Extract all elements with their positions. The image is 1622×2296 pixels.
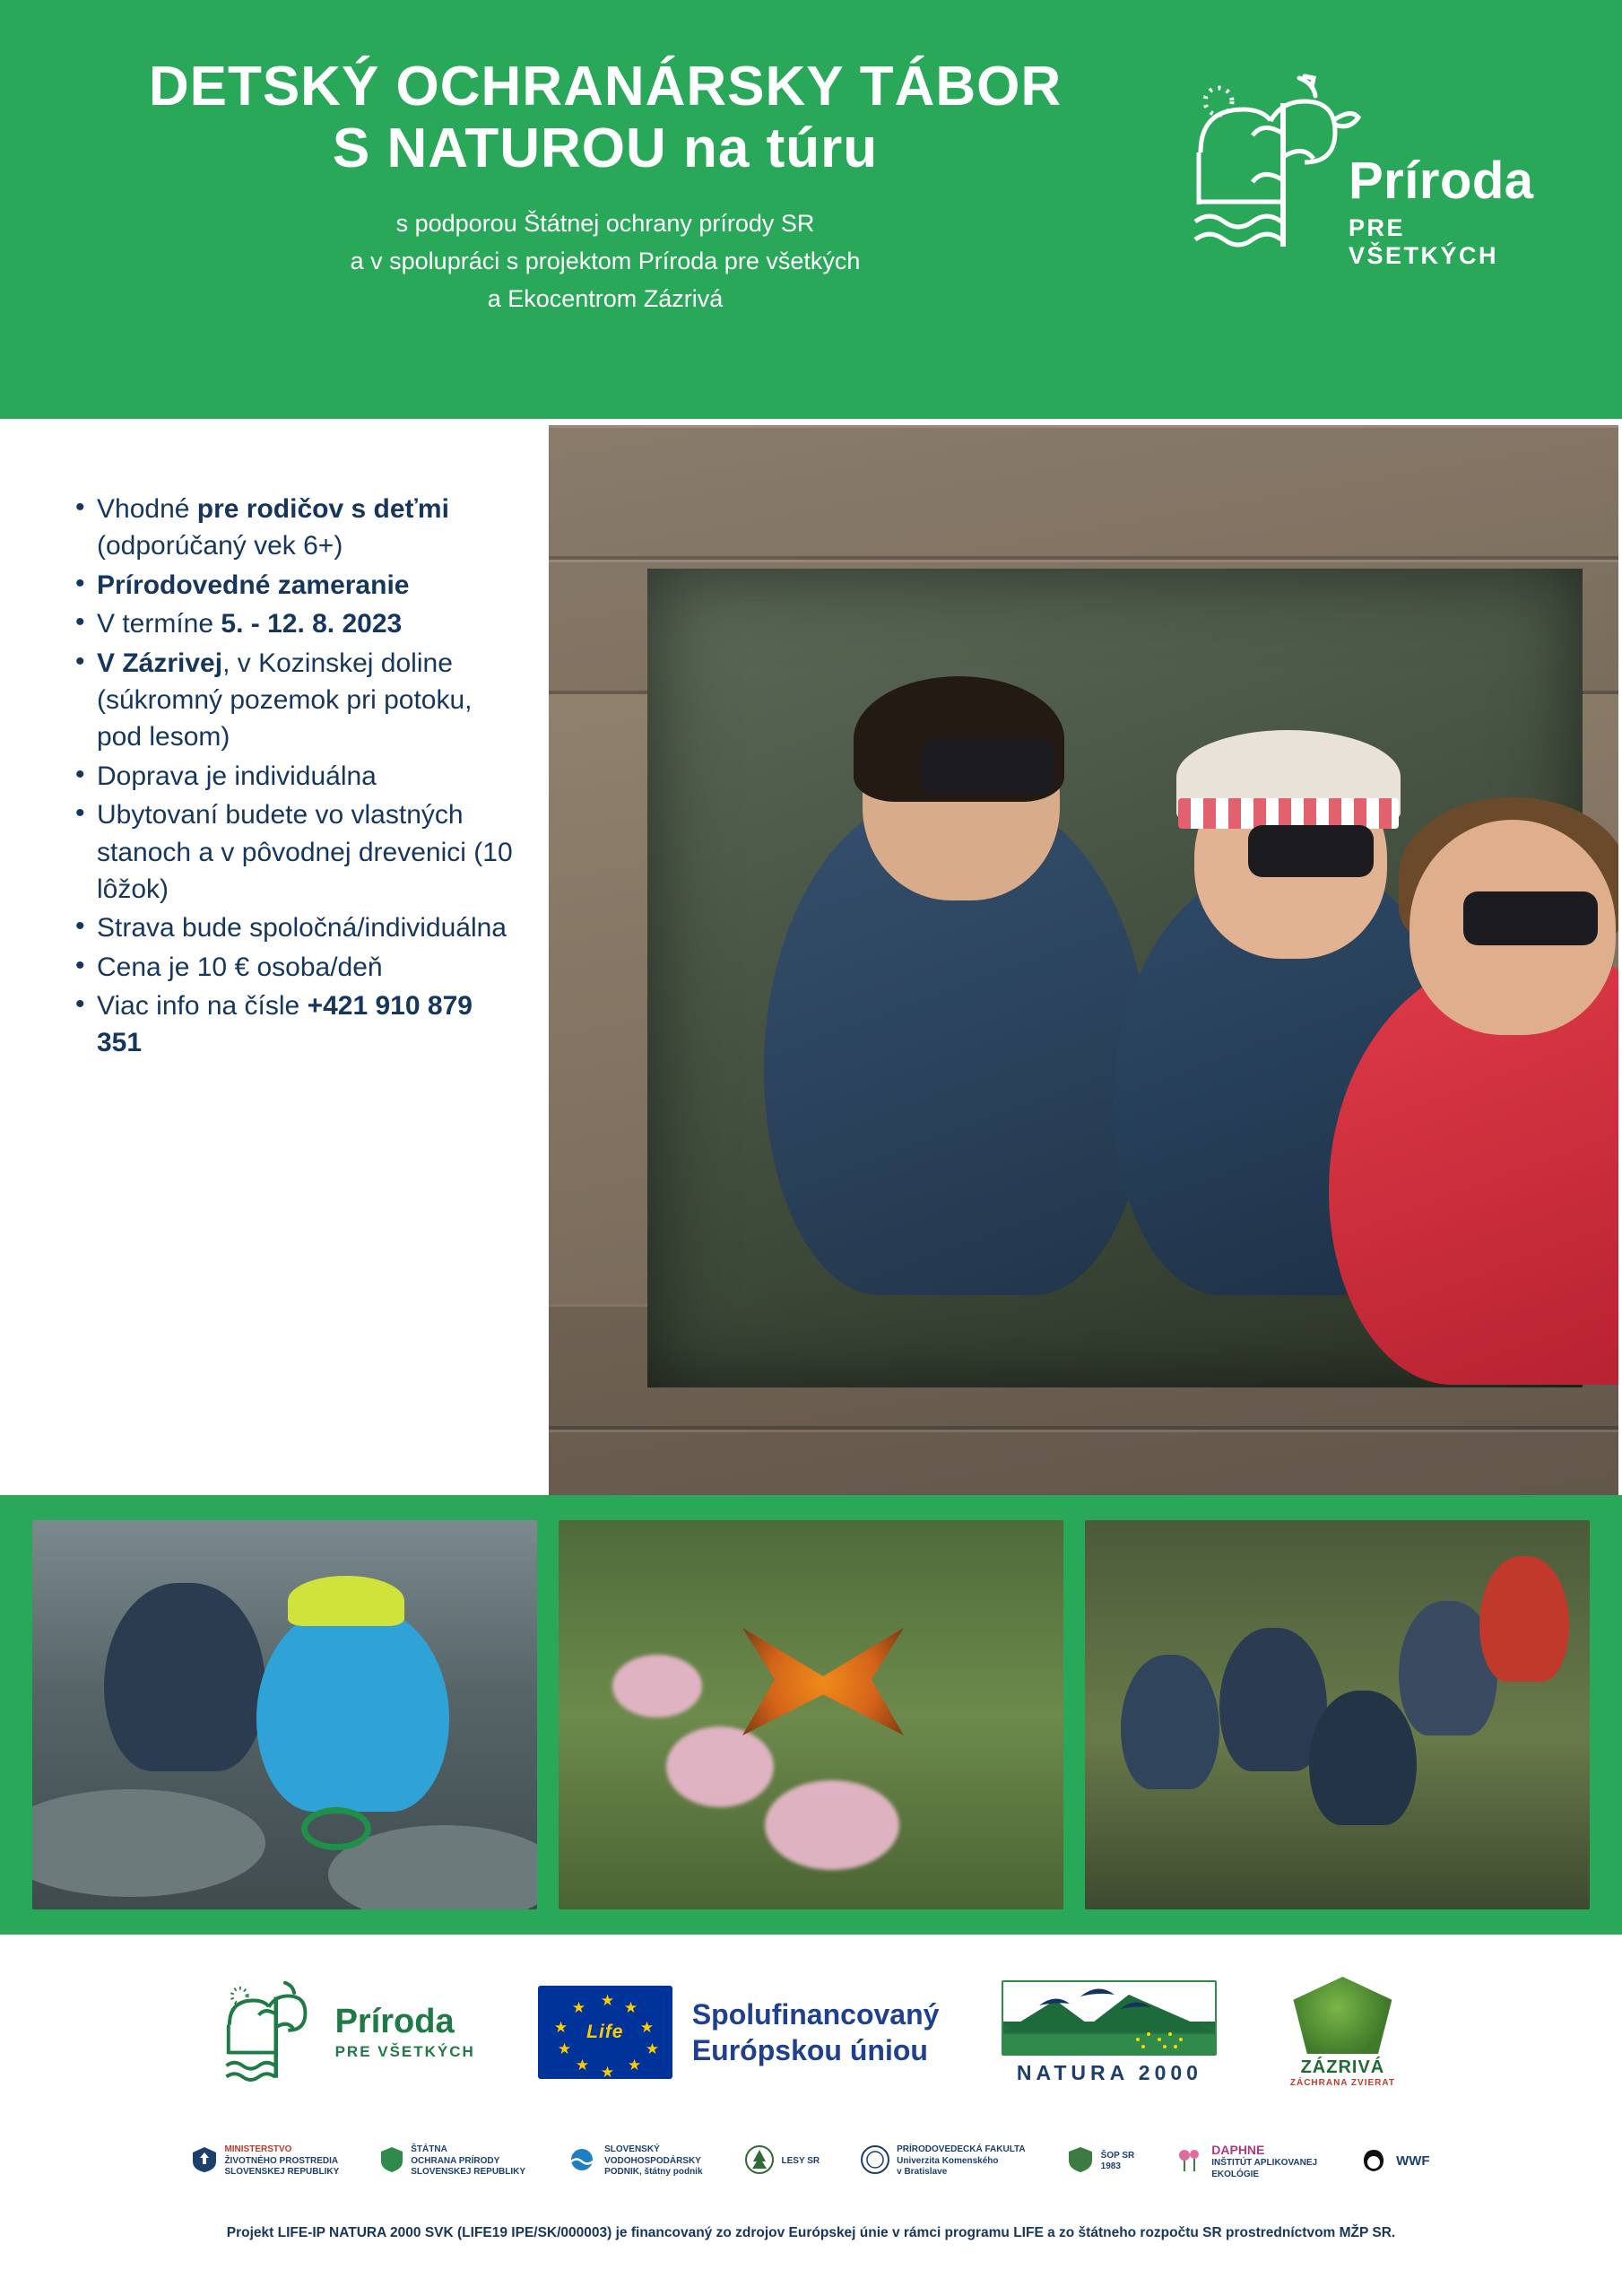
partner-line-2: ŠOP SR: [1100, 2150, 1135, 2161]
life-programme-label: Life: [586, 2022, 624, 2042]
priroda-pre-vsetkych-logo: [1183, 67, 1559, 283]
gallery-photo-stream: [32, 1520, 537, 1909]
photo-gallery: [0, 1495, 1622, 1935]
partner-logo: [567, 2144, 702, 2179]
list-item: • Prírodovedné zameranie: [70, 567, 522, 604]
poster-title-line-1: DETSKÝ OCHRANÁRSKY TÁBOR: [148, 56, 1063, 117]
partner-logo: [1358, 2144, 1429, 2179]
list-item: • V termíne 5. - 12. 8. 2023: [70, 605, 522, 642]
partner-logo-text: [1101, 2151, 1135, 2173]
child-navy: [764, 793, 1149, 1295]
poster-title-line-2: [54, 117, 1157, 179]
footer-main-logos: [54, 1965, 1568, 2100]
footer-priroda-text: [334, 2002, 475, 2061]
bullet-items: [70, 491, 522, 1062]
eu-text-line-1: Spolufinancovaný: [691, 1998, 940, 2031]
partner-logo-text: [782, 2156, 820, 2168]
partner-logo: [192, 2144, 339, 2179]
list-item: • V Zázrivej, v Kozinskej doline (súkromný pozemok pri potoku, pod lesom): [70, 645, 522, 756]
shield-icon: [1067, 2146, 1094, 2178]
main-content: [0, 419, 1622, 1495]
partner-line-3: 1983: [1100, 2161, 1121, 2171]
partner-line-1: SLOVENSKÝ: [604, 2144, 660, 2155]
poster-title-brand: S NATUROU: [332, 117, 667, 180]
nature-logo-icon: [1183, 67, 1362, 265]
poster-header: [0, 0, 1622, 419]
partner-line-3: SLOVENSKEJ REPUBLIKY: [411, 2167, 526, 2178]
footer-priroda-sub: PRE VŠETKÝCH: [334, 2042, 475, 2060]
partner-logo: [1175, 2143, 1317, 2181]
partner-logo: [861, 2144, 1026, 2179]
partner-line-1: MINISTERSTVO: [224, 2144, 292, 2155]
eu-cofunding-text: [692, 1996, 940, 2068]
partner-line-3: SLOVENSKEJ REPUBLIKY: [224, 2167, 340, 2178]
ministry-icon: [192, 2146, 217, 2178]
natura-label: NATURA 2000: [1016, 2060, 1202, 2084]
brand-subtitle: PRE VŠETKÝCH: [1349, 214, 1499, 269]
poster-title-suffix: na túru: [666, 117, 879, 180]
info-bullet-list: [0, 419, 549, 1495]
partner-logo-text: WWF: [1396, 2152, 1430, 2169]
partner-logo: [380, 2144, 525, 2179]
partner-logo-text: [604, 2144, 702, 2179]
brand-name: Príroda: [1349, 152, 1534, 210]
nature-logo-icon: [217, 1977, 323, 2088]
partner-logo-text: [897, 2144, 1026, 2179]
footer-priroda-name: Príroda: [334, 2002, 455, 2040]
subtitle-line-1: s podporou Štátnej ochrany prírody SR: [395, 209, 815, 237]
partner-logo-text: [224, 2144, 339, 2179]
brand-text-block: [1349, 152, 1559, 270]
eu-flag-icon: ★ ★ ★ ★ ★ ★ ★ ★ ★ ★ Life: [538, 1986, 672, 2079]
eagle-icon: [1293, 1977, 1392, 2054]
gallery-photo-butterfly: [559, 1520, 1063, 1909]
natura-icon-graphic: [1003, 1982, 1215, 2056]
forest-icon: [744, 2145, 775, 2179]
list-item: • Ubytovaní budete vo vlastných stanoch a v pôvodnej drevenici (10 lôžok): [70, 796, 522, 908]
title-block: [54, 36, 1157, 317]
partner-line-2: Univerzita Komenského: [897, 2155, 999, 2166]
main-photo-children-binoculars: [549, 425, 1618, 1495]
list-item: • Doprava je individuálna: [70, 758, 522, 795]
partner-line-3: EKOLÓGIE: [1211, 2169, 1260, 2179]
zazriva-sub: ZÁCHRANA ZVIERAT: [1289, 2078, 1395, 2088]
observation-window: [647, 569, 1583, 1387]
partner-line-1: DAPHNE: [1211, 2142, 1265, 2157]
footer-partner-logos: [54, 2112, 1568, 2211]
partner-line-1: ŠTÁTNA: [411, 2144, 447, 2155]
funding-note: Projekt LIFE-IP NATURA 2000 SVK (LIFE19 IPE/SK/000003) je financovaný zo zdrojov Európskej únie v rámci programu LIFE a zo štátneho rozpočtu SR prostredníctvom MŽP SR.: [226, 2225, 1396, 2240]
natura-bird-landscape-icon: [1002, 1980, 1217, 2056]
list-item: • Vhodné pre rodičov s deťmi (odporúčaný vek 6+): [70, 491, 522, 565]
gallery-photo-group: [1085, 1520, 1590, 1909]
subtitle-line-3: a Ekocentrom Zázrivá: [487, 284, 724, 312]
partner-logo-text: [411, 2144, 525, 2179]
partner-line-1: PRÍRODOVEDECKÁ FAKULTA: [897, 2144, 1026, 2155]
poster-footer: [0, 1935, 1622, 2296]
partner-logo-text: [1211, 2143, 1317, 2181]
partner-line-2: INŠTITÚT APLIKOVANEJ: [1211, 2158, 1318, 2169]
list-item: • Cena je 10 € osoba/deň: [70, 949, 522, 986]
partner-logo: [1067, 2146, 1135, 2178]
footer-priroda-logo: [217, 1977, 475, 2088]
zazriva-logo: [1279, 1977, 1405, 2088]
partner-line-2: LESY SR: [781, 2155, 820, 2166]
partner-logo: [744, 2145, 820, 2179]
sopsr-icon: [380, 2146, 403, 2178]
partner-line-2: VODOHOSPODÁRSKY: [604, 2155, 701, 2166]
list-item: • Strava bude spoločná/individuálna: [70, 909, 522, 946]
eu-text-line-2: Európskou úniou: [691, 2034, 928, 2066]
partner-line-2: OCHRANA PRÍRODY: [411, 2155, 500, 2166]
partner-line-2: ŽIVOTNÉHO PROSTREDIA: [224, 2155, 339, 2166]
natura2000-logo: [1002, 1980, 1217, 2085]
partner-line-3: PODNIK, štátny podnik: [604, 2167, 703, 2178]
water-icon: [567, 2148, 597, 2176]
list-item: • Viac info na čísle +421 910 879 351: [70, 987, 522, 1062]
daphne-flower-icon: [1175, 2146, 1204, 2178]
subtitle-line-2: a v spolupráci s projektom Príroda pre všetkých: [350, 247, 861, 274]
zazriva-name: ZÁZRIVÁ: [1300, 2057, 1385, 2077]
partner-line-3: v Bratislave: [897, 2167, 948, 2178]
wwf-panda-icon: [1358, 2144, 1389, 2179]
university-icon: [861, 2145, 889, 2179]
eu-cofunding-logo: [538, 1986, 940, 2079]
poster-subtitle: [54, 205, 1157, 318]
